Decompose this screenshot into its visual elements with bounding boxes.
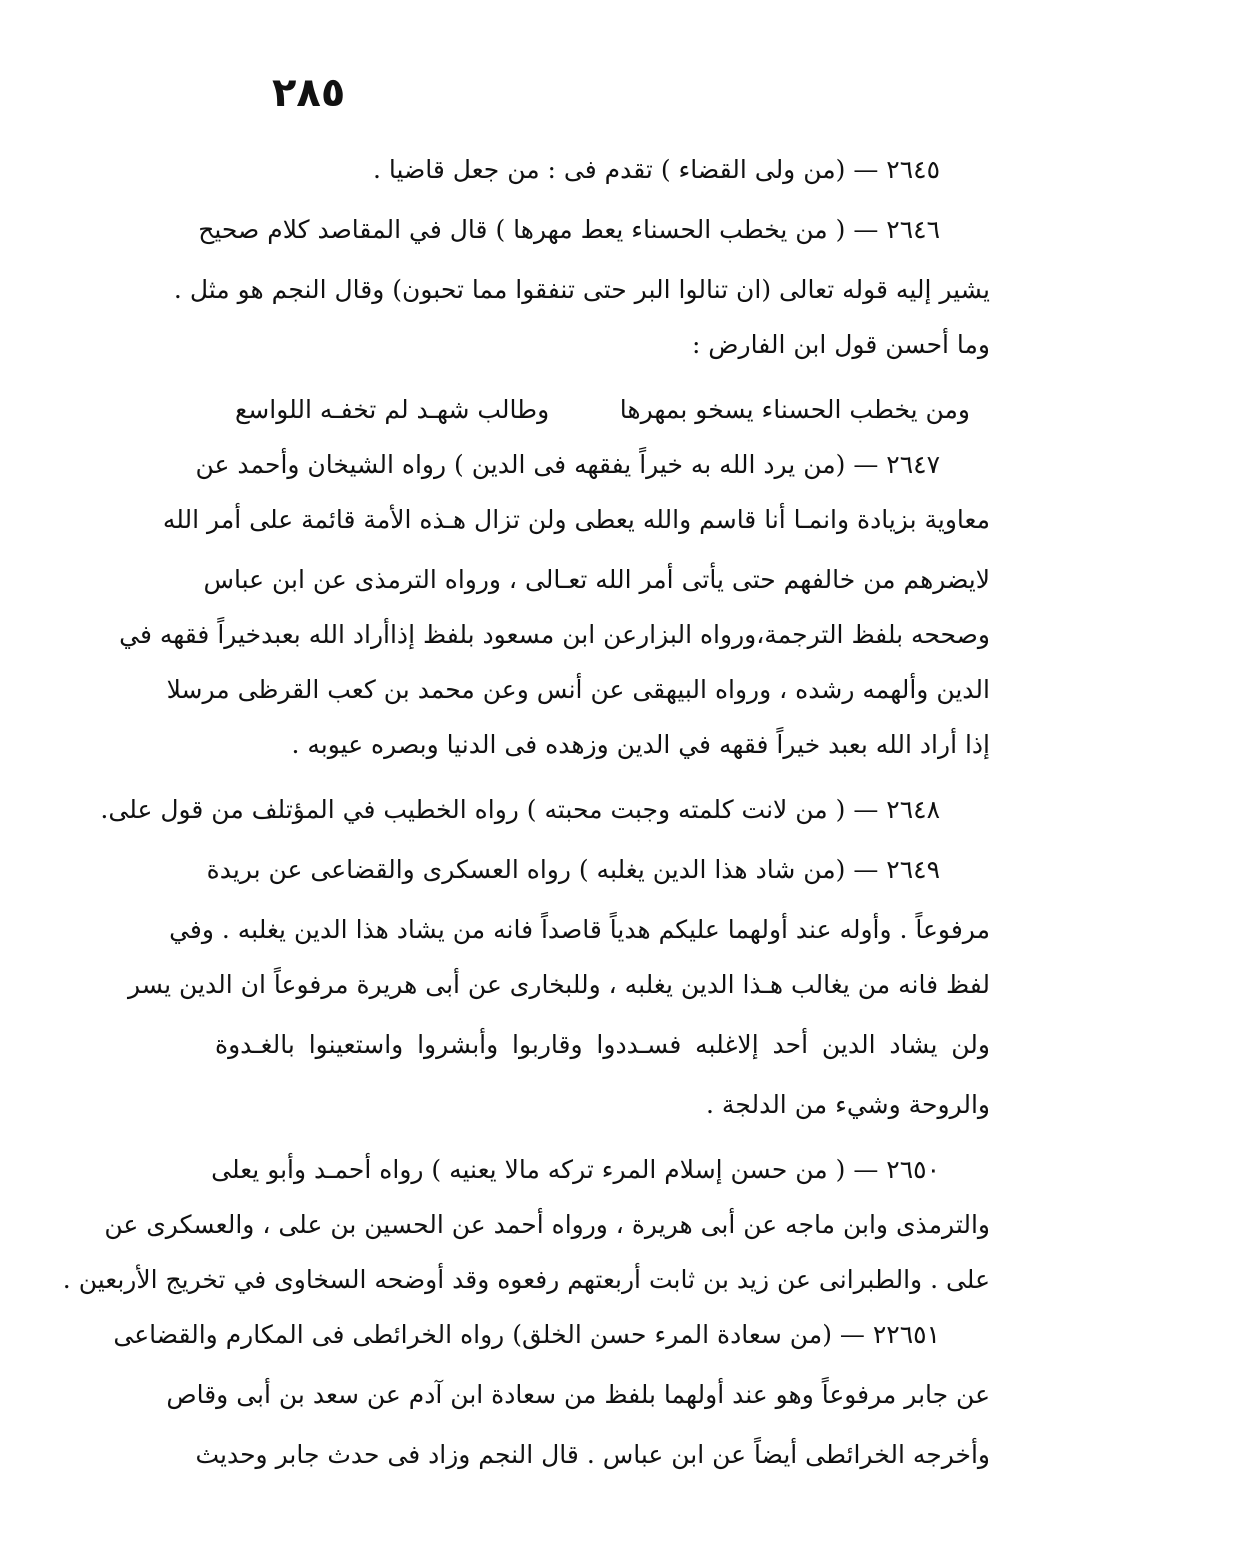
entry-2651-line: ٢٢٦٥١ — (من سعادة المرء حسن الخلق) رواه الخرائطى فى المكارم والقضاعى (113, 1320, 940, 1349)
text-line: وأخرجه الخرائطى أيضاً عن ابن عباس . قال النجم وزاد فى حدث جابر وحديث (195, 1440, 990, 1469)
entry-2648-line: ٢٦٤٨ — ( من لانت كلمته وجبت محبته ) رواه الخطيب في المؤتلف من قول على. (100, 795, 940, 824)
text-line: معاوية بزيادة وانمـا أنا قاسم والله يعطى ولن تزال هـذه الأمة قائمة على أمر الله (162, 505, 990, 534)
entry-2650-line: ٢٦٥٠ — ( من حسن إسلام المرء تركه مالا يعنيه ) رواه أحمـد وأبو يعلى (211, 1155, 940, 1184)
text-line: إذا أراد الله بعبد خيراً فقهه في الدين وزهده فى الدنيا وبصره عيوبه . (291, 730, 990, 759)
text-line: وصححه بلفظ الترجمة،ورواه البزارعن ابن مسعود بلفظ إذاأراد الله بعبدخيراً فقهه في (119, 620, 990, 649)
text-line: يشير إليه قوله تعالى (ان تنالوا البر حتى تنفقوا مما تحبون) وقال النجم هو مثل . (173, 275, 990, 304)
text-line: عن جابر مرفوعاً وهو عند أولهما بلفظ من سعادة ابن آدم عن سعد بن أبى وقاص (166, 1380, 990, 1409)
entry-2649-line: ٢٦٤٩ — (من شاد هذا الدين يغلبه ) رواه العسكرى والقضاعى عن بريدة (206, 855, 940, 884)
verse-second-hemistich: وطالب شهـد لم تخفـه اللواسع (235, 395, 550, 424)
entry-2647-line: ٢٦٤٧ — (من يرد الله به خيراً يفقهه فى الدين ) رواه الشيخان وأحمد عن (195, 450, 940, 479)
page-number: ٢٨٥ (272, 70, 346, 116)
text-line: الدين وألهمه رشده ، ورواه البيهقى عن أنس وعن محمد بن كعب القرظى مرسلا (166, 675, 990, 704)
text-line: مرفوعاً . وأوله عند أولهما عليكم هدياً قاصداً فانه من يشاد هذا الدين يغلبه . وفي (169, 915, 990, 944)
document-page (62, 60, 990, 1540)
poetry-verse (215, 390, 990, 430)
text-line: والروحة وشيء من الدلجة . (706, 1090, 990, 1119)
text-line: ولن يشاد الدين أحد إلاغلبه فسـددوا وقاربوا وأبشروا واستعينوا بالغـدوة (215, 1030, 990, 1059)
entry-2646-line: ٢٦٤٦ — ( من يخطب الحسناء يعط مهرها ) قال في المقاصد كلام صحيح (198, 215, 940, 244)
text-line: على . والطبرانى عن زيد بن ثابت أربعتهم رفعوه وقد أوضحه السخاوى في تخريج الأربعين . (62, 1265, 990, 1294)
text-line: والترمذى وابن ماجه عن أبى هريرة ، ورواه أحمد عن الحسين بن على ، والعسكرى عن (104, 1210, 990, 1239)
text-line: لفظ فانه من يغالب هـذا الدين يغلبه ، وللبخارى عن أبى هريرة مرفوعاً ان الدين يسر (128, 970, 990, 999)
verse-first-hemistich: ومن يخطب الحسناء يسخو بمهرها (619, 395, 970, 424)
text-line: لايضرهم من خالفهم حتى يأتى أمر الله تعـالى ، ورواه الترمذى عن ابن عباس (203, 565, 990, 594)
entry-2645-line: ٢٦٤٥ — (من ولى القضاء ) تقدم فى : من جعل قاضيا . (373, 155, 940, 184)
text-line: وما أحسن قول ابن الفارض : (691, 330, 990, 359)
